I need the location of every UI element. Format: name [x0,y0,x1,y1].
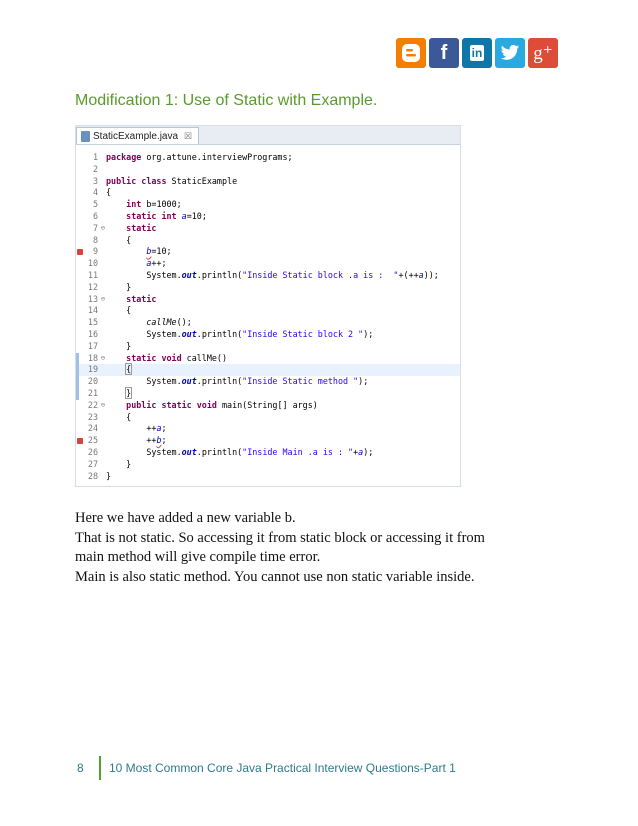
line-number: 9 [92,246,98,257]
footer-title: 10 Most Common Core Java Practical Interview Questions-Part 1 [109,761,456,775]
line-number: 17 [87,340,98,351]
line-number: 13 ⊖ [87,293,105,304]
code-line: 22 ⊖ public static void main(String[] args) [76,400,460,412]
code-line: 9 b=10; [76,246,460,258]
body-line: Main is also static method. You cannot use non static variable inside. [75,568,475,585]
line-number: 27 [87,458,98,469]
line-number: 18 ⊖ [87,352,105,363]
code-line: 7 ⊖ static [76,223,460,235]
line-number: 15 [87,317,98,328]
line-number: 23 [87,411,98,422]
java-file-icon [81,131,90,142]
line-number: 19 [87,364,98,375]
code-line: 21 } [76,388,460,400]
code-line: 27 } [76,459,460,471]
code-line: 25 ++b; [76,435,460,447]
code-line: 18 ⊖ static void callMe() [76,353,460,365]
code-line: 23 { [76,412,460,424]
editor-tab-title: StaticExample.java [93,130,179,142]
code-line: 1 package org.attune.interviewPrograms; [76,152,460,164]
code-line: 3 public class StaticExample [76,176,460,188]
code-area [76,152,460,482]
linkedin-icon[interactable]: in [462,38,492,68]
line-number: 10 [87,258,98,269]
code-line: 24 ++a; [76,423,460,435]
line-number: 7 ⊖ [92,222,105,233]
code-line: 8 { [76,235,460,247]
body-line: main method will give compile time error. [75,549,321,565]
line-number: 16 [87,328,98,339]
line-number: 1 [92,152,98,162]
fold-icon[interactable]: ⊖ [100,353,105,362]
page-footer [77,756,456,780]
facebook-icon[interactable]: f [429,38,459,68]
code-line: 20 System.out.println("Inside Static method "); [76,376,460,388]
fold-icon[interactable]: ⊖ [100,294,105,303]
code-line: 17 } [76,341,460,353]
editor-tab-bar [76,126,460,145]
code-line: 10 a++; [76,258,460,270]
line-number: 5 [92,199,98,210]
line-number: 2 [92,163,98,174]
blogger-icon[interactable] [396,38,426,68]
line-number: 25 [87,435,98,446]
code-line: 28 } [76,471,460,483]
body-line: Here we have added a new variable b. [75,510,296,526]
section-title: Modification 1: Use of Static with Example. [75,92,378,109]
code-line-current: 19 { [76,364,460,376]
line-number: 6 [92,210,98,221]
line-number: 12 [87,281,98,292]
line-number: 20 [87,376,98,387]
line-number: 8 [92,234,98,245]
line-number: 22 ⊖ [87,399,105,410]
close-icon[interactable]: ☒ [184,130,193,141]
footer-divider [99,756,101,780]
code-line [76,164,460,176]
editor-tab[interactable] [76,127,199,144]
code-line: 4 { [76,187,460,199]
page-number: 8 [77,761,84,775]
social-share-bar [396,38,558,68]
line-number: 4 [92,187,98,198]
line-number: 26 [87,446,98,457]
code-line: 13 ⊖ static [76,294,460,306]
line-number: 11 [87,269,98,280]
code-line: 5 int b=1000; [76,199,460,211]
line-number: 3 [92,175,98,186]
code-line: 14 { [76,305,460,317]
code-line: 16 System.out.println("Inside Static block 2 "); [76,329,460,341]
line-number: 28 [87,470,98,481]
line-number: 24 [87,423,98,434]
code-line: 6 static int a=10; [76,211,460,223]
line-number: 21 [87,387,98,398]
code-editor-screenshot [75,125,461,487]
body-line: That is not static. So accessing it from static block or accessing it from [75,529,485,546]
explanation-paragraph [75,509,545,587]
fold-icon[interactable]: ⊖ [100,223,105,232]
twitter-icon[interactable] [495,38,525,68]
fold-icon[interactable]: ⊖ [100,400,105,409]
line-number: 14 [87,305,98,316]
code-line: 12 } [76,282,460,294]
code-line: 15 callMe(); [76,317,460,329]
google-plus-icon[interactable]: g⁺ [528,38,558,68]
code-line: 11 System.out.println("Inside Static block .a is : "+(++a)); [76,270,460,282]
code-line: 26 System.out.println("Inside Main .a is : "+a); [76,447,460,459]
